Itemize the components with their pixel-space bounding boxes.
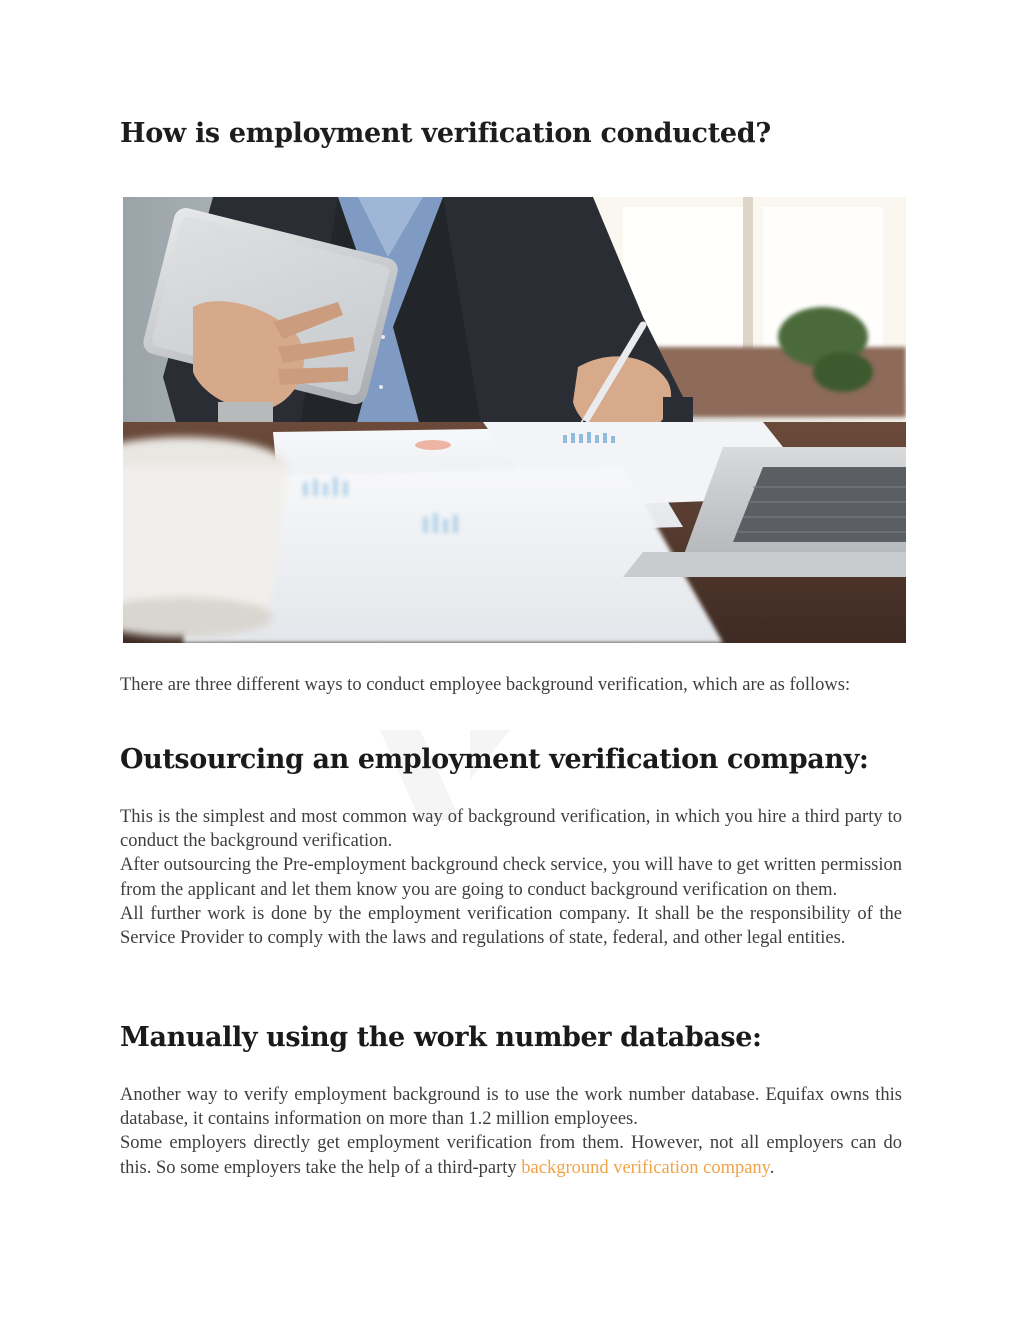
page-title: How is employment verification conducted? [120, 118, 771, 149]
section2-body [120, 1083, 902, 1180]
office-photo [123, 197, 906, 643]
intro-text: There are three different ways to conduct employee background verification, which are as follows: [120, 675, 851, 695]
background-verification-company-link[interactable]: background verification company [521, 1157, 770, 1178]
section2-heading: Manually using the work number database: [120, 1022, 762, 1053]
section1-body [120, 805, 902, 950]
section1-heading: Outsourcing an employment verification company: [120, 744, 869, 775]
section2-paragraph-2-end: . [769, 1157, 775, 1178]
section2-paragraph-2 [120, 1131, 902, 1179]
section2-paragraph-2-text: Some employers directly get employment verification from them. However, not all employers can do this. So some employers take the help of a third-party [120, 1133, 902, 1178]
section1-paragraph-3: All further work is done by the employment verification company. It shall be the responsibility of the Service Provider to comply with the laws and regulations of state, federal, and other legal entities. [120, 903, 902, 949]
section2-paragraph-1: Another way to verify employment background is to use the work number database. Equifax owns this database, it contains information on more than 1.2 million employees. [120, 1085, 902, 1130]
section1-paragraph-2: After outsourcing the Pre-employment background check service, you will have to get written permission from the applicant and let them know you are going to conduct background verification on them. [120, 855, 902, 900]
section1-paragraph-1: This is the simplest and most common way of background verification, in which you hire a third party to conduct the background verification. [120, 807, 902, 852]
intro-paragraph [120, 673, 902, 697]
